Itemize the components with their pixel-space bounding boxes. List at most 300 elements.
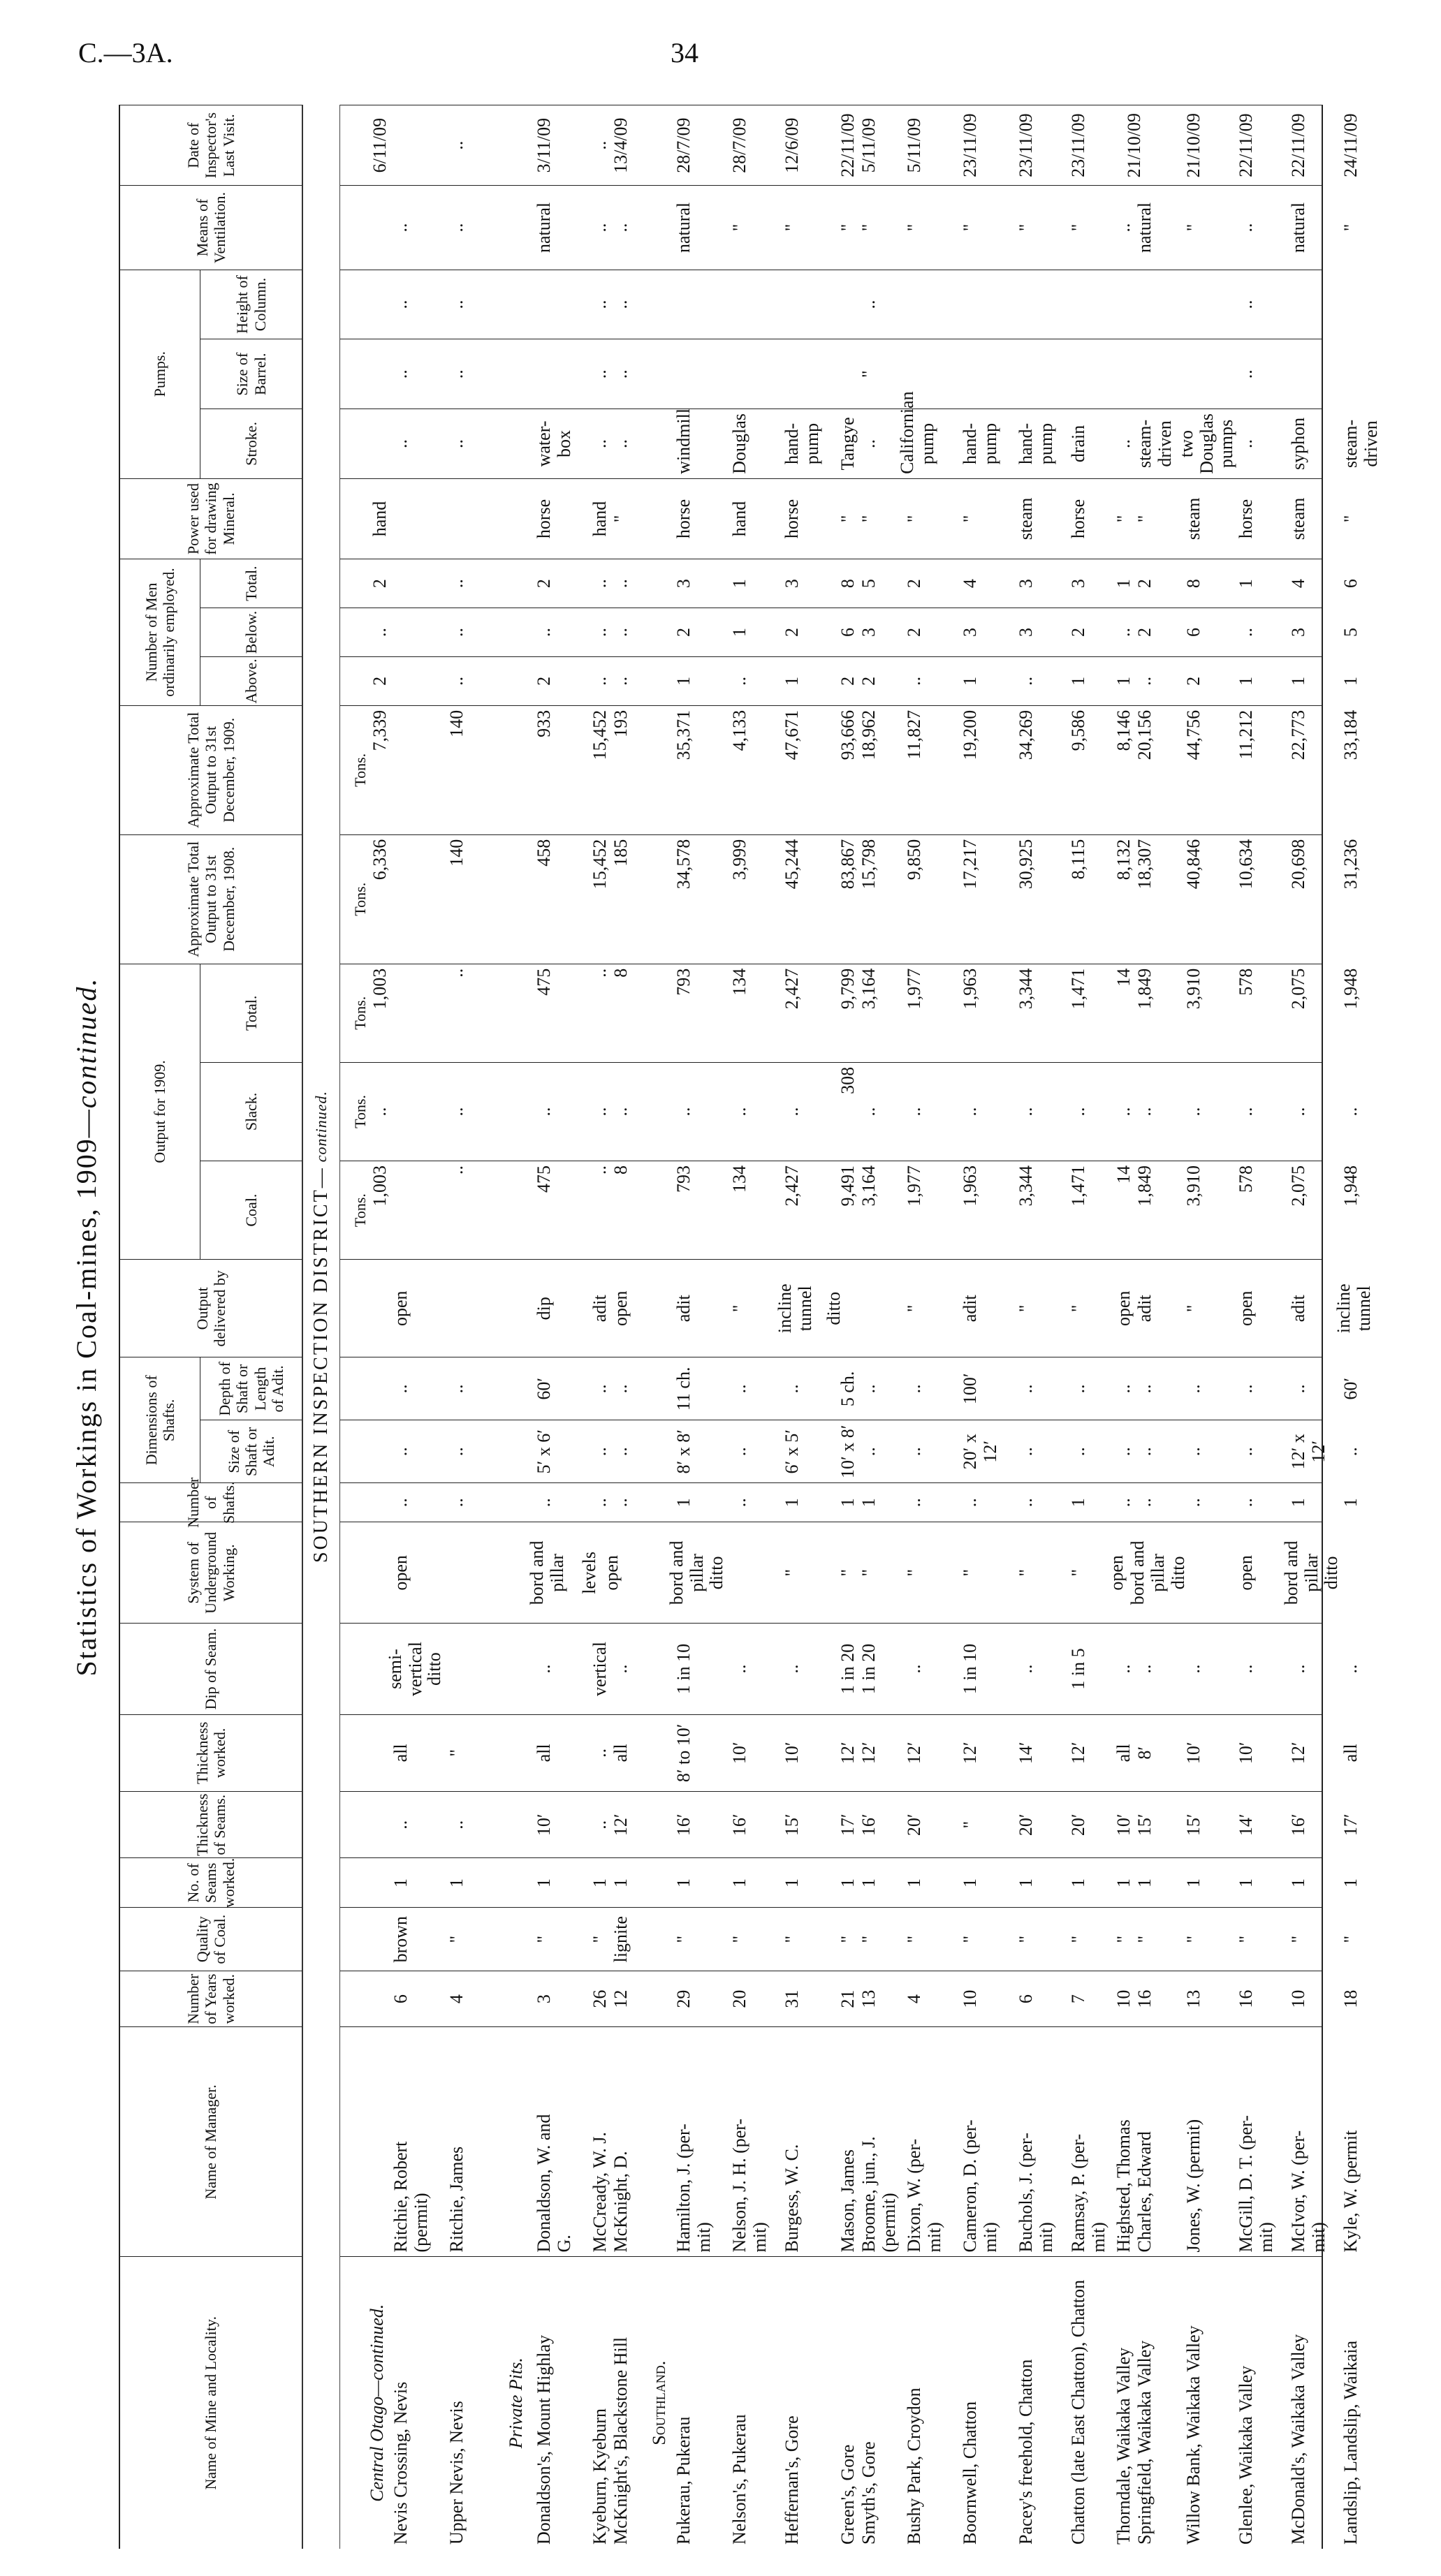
table-cell: 1 in 20 <box>858 1643 879 1695</box>
table-cell: 3,164 <box>858 1165 879 1207</box>
column-no-of-seams-worked <box>120 1857 1361 1908</box>
column-body <box>303 1908 1361 1970</box>
table-cell: lignite <box>610 1915 631 1963</box>
table-cell: 10′ <box>1113 1813 1134 1837</box>
table-cell: 23/11/09 <box>1016 113 1036 177</box>
column-header-label: Approximate Total Output to 31st December, 1908. <box>184 841 237 957</box>
table-cell: 3,344 <box>1016 968 1036 1010</box>
column-body <box>303 706 1361 834</box>
table-cell: " <box>1016 1935 1036 1943</box>
table-cell: hand <box>590 501 610 537</box>
table-cell: .. <box>446 1447 467 1457</box>
table-cell: Charles, Edward <box>1134 2131 1155 2253</box>
table-cell: 1 <box>1236 579 1256 589</box>
table-cell: 1 <box>1288 1498 1308 1508</box>
table-cell: " <box>1134 515 1155 523</box>
table-cell: Pacey's freehold, Chatton <box>1016 2359 1036 2545</box>
table-cell: .. <box>590 1165 610 1175</box>
table-cell: 4 <box>960 579 980 589</box>
table-cell: 14′ <box>1236 1813 1256 1837</box>
table-cell: .. <box>446 1820 467 1830</box>
column-header <box>120 1477 303 1528</box>
column-header <box>120 1260 303 1357</box>
table-cell: 5 <box>858 579 879 589</box>
table-cell: ditto <box>1168 1556 1188 1590</box>
table-cell: Springfield, Waikaka Valley <box>1134 2340 1155 2545</box>
table-cell: " <box>858 1569 879 1577</box>
table-cell: windmill <box>673 408 694 474</box>
table-cell: 1,003 <box>370 1165 390 1207</box>
table-cell: 3 <box>1016 628 1036 637</box>
table-cell: semi- vertical <box>385 1642 425 1697</box>
table-cell: steam <box>1288 497 1308 540</box>
column-header-label: Number of Years worked. <box>184 1973 237 2024</box>
column-header <box>120 270 303 478</box>
table-cell: open <box>390 1290 411 1327</box>
table-cell: .. <box>534 1664 554 1674</box>
table-cell: " <box>1016 223 1036 232</box>
table-cell: hand <box>729 501 749 537</box>
table-cell: " <box>446 1749 467 1757</box>
table-cell: 6 <box>1340 579 1361 589</box>
table-cell: .. <box>390 1498 411 1508</box>
page-number: 34 <box>671 37 698 68</box>
table-cell: Heffernan's, Gore <box>782 2415 802 2545</box>
table-cell: .. <box>1134 1447 1155 1457</box>
table-cell: .. <box>590 676 610 686</box>
subcolumn-body <box>303 1420 1361 1482</box>
column-body <box>303 479 1361 559</box>
table-cell: .. <box>1183 1384 1204 1394</box>
table-cell: hand-pump <box>1016 422 1056 465</box>
table-cell: 13/4/09 <box>610 117 631 173</box>
column-header-label: Output delivered by <box>193 1270 228 1347</box>
table-cell: 6′ x 5′ <box>782 1429 802 1474</box>
table-cell: 1 <box>446 1878 467 1887</box>
table-cell: 10′ <box>782 1742 802 1765</box>
table-cell: natural <box>1134 202 1155 253</box>
table-cell: 4,133 <box>729 709 749 751</box>
table-cell: 2 <box>904 579 924 589</box>
column-header <box>120 559 303 705</box>
table-cell: 35,371 <box>673 709 694 760</box>
table-cell: 1 <box>729 1878 749 1887</box>
table-cell: 8 <box>610 1165 631 1175</box>
table-cell: Tangye <box>837 417 858 471</box>
table-cell: 1 <box>837 1878 858 1887</box>
column-approximate-total-output-to-31st-december-1908 <box>120 834 1361 964</box>
table-cell: .. <box>782 1664 802 1674</box>
table-cell: 10′ <box>729 1742 749 1765</box>
table-cell: .. <box>1134 1384 1155 1394</box>
table-cell: vertical <box>590 1642 610 1697</box>
table-cell: " <box>904 1304 924 1313</box>
table-cell: 1 <box>904 1878 924 1887</box>
table-cell: 14 <box>1113 968 1134 987</box>
table-cell: horse <box>782 499 802 539</box>
table-cell: .. <box>1016 676 1036 686</box>
column-header <box>120 2027 303 2256</box>
table-cell: 1 <box>673 1878 694 1887</box>
table-cell: " <box>858 223 879 232</box>
table-cell: 12′ <box>1068 1742 1088 1765</box>
table-cell: 1,003 <box>370 968 390 1010</box>
table-cell: 6 <box>837 628 858 637</box>
table-cell: horse <box>1236 499 1256 539</box>
table-cell: .. <box>1236 1107 1256 1117</box>
table-cell: 12′ <box>960 1742 980 1765</box>
table-cell: Green's, Gore <box>837 2444 858 2545</box>
table-cell: " <box>729 1935 749 1943</box>
table-cell: .. <box>1016 1107 1036 1117</box>
subcolumn-body <box>303 339 1322 409</box>
table-cell: " <box>858 370 879 378</box>
column-header-label: Number of Men ordinarily employed. <box>120 559 200 705</box>
table-cell: 1 <box>1134 1878 1155 1887</box>
table-cell: 23/11/09 <box>1068 113 1088 177</box>
table-cell: 9,850 <box>904 839 924 881</box>
table-cell: incline tunnel <box>1333 1283 1374 1334</box>
table-cell: .. <box>1134 676 1155 686</box>
column-number-of-years-worked <box>120 1971 1361 2027</box>
table-cell: Cameron, D. (per- mit) <box>960 2119 1000 2253</box>
table-cell: 2 <box>370 676 390 686</box>
table-cell: 2 <box>1134 628 1155 637</box>
table-cell: .. <box>446 1498 467 1508</box>
table-cell: 5/11/09 <box>904 117 924 173</box>
table-cell: .. <box>1134 1498 1155 1508</box>
table-cell: 8′ <box>1134 1746 1155 1760</box>
table-cell: " <box>673 1935 694 1943</box>
table-cell: Buchols, J. (per- mit) <box>1016 2133 1056 2253</box>
column-header-label: Number of Shafts. <box>184 1477 237 1528</box>
table-cell: 1 <box>1113 1878 1134 1887</box>
table-cell: 1,849 <box>1134 1165 1155 1207</box>
column-header <box>120 1908 303 1970</box>
table-cell: 20 <box>729 1989 749 2008</box>
table-cell: adit <box>960 1295 980 1323</box>
table-cell: .. <box>590 223 610 233</box>
table-cell: " <box>960 1820 980 1829</box>
table-cell: 2,075 <box>1288 1165 1308 1207</box>
table-cell: Californian pump <box>897 391 937 474</box>
table-cell: 29 <box>673 1989 694 2008</box>
subcolumn-body <box>303 1161 1361 1259</box>
table-cell: .. <box>858 1447 879 1457</box>
table-cell: 2 <box>534 579 554 589</box>
table-cell: " <box>904 1935 924 1943</box>
column-dip-of-seam <box>120 1623 1361 1714</box>
table-cell: Glenlee, Waikaka Valley <box>1236 2365 1256 2545</box>
column-header <box>120 1858 303 1907</box>
table-cell: .. <box>1113 628 1134 637</box>
table-cell: 26 <box>590 1989 610 2008</box>
table-cell: 1 <box>782 676 802 686</box>
column-body <box>303 1858 1361 1907</box>
table-cell: Pukerau, Pukerau <box>673 2416 694 2545</box>
column-header-label: Power used for drawing Mineral. <box>184 483 237 555</box>
table-cell: Donaldson's, Mount Highlay <box>534 2334 554 2545</box>
table-cell: 2,427 <box>782 1165 802 1207</box>
table-cell: 22,773 <box>1288 709 1308 760</box>
subcolumn-body <box>303 964 1361 1062</box>
table-cell: .. <box>390 1447 411 1457</box>
table-cell: " <box>960 515 980 523</box>
table-cell: water-box <box>534 420 574 467</box>
table-cell: 30,925 <box>1016 839 1036 890</box>
table-cell: 4 <box>904 1994 924 2004</box>
table-cell: 8 <box>610 968 631 978</box>
subcolumn-header-label: Below. <box>242 610 260 654</box>
subcolumn-header-label: Total. <box>242 566 260 601</box>
table-cell: Thorndale, Waikaka Valley <box>1113 2347 1134 2545</box>
table-cell: 1 <box>1016 1878 1036 1887</box>
table-cell: open <box>601 1555 622 1591</box>
table-cell: 15,452 <box>590 839 610 890</box>
subcolumn-header-label: Depth of Shaft or Length of Adit. <box>215 1362 286 1416</box>
table-cell: 1 <box>610 1878 631 1887</box>
table-cell: .. <box>729 1664 749 1674</box>
table-cell: Tons. <box>351 1094 369 1128</box>
column-header-label: Dimensions of Shafts. <box>120 1357 200 1482</box>
table-cell: 20,156 <box>1134 709 1155 760</box>
table-cell: 12′ <box>904 1742 924 1765</box>
table-cell: 1,948 <box>1340 1165 1361 1207</box>
table-cell: 1,963 <box>960 968 980 1010</box>
column-date-of-inspector-s-last-visit <box>120 105 1361 185</box>
table-cell: McDonald's, Waikaka Valley <box>1288 2334 1308 2545</box>
table-cell: 60′ <box>534 1377 554 1400</box>
table-cell: 475 <box>534 968 554 996</box>
table-cell: " <box>590 1935 610 1943</box>
table-cell: open <box>1236 1290 1256 1327</box>
table-cell: .. <box>370 628 390 637</box>
subcolumn-header-label: Slack. <box>242 1092 260 1131</box>
table-cell: 11,212 <box>1236 709 1256 760</box>
table-cell: " <box>1134 1935 1155 1943</box>
table-cell: 1 <box>1288 676 1308 686</box>
table-cell: 13 <box>1183 1989 1204 2008</box>
column-body <box>303 1715 1361 1791</box>
table-cell: 6/11/09 <box>370 117 390 173</box>
table-cell: 1 <box>1340 1498 1361 1508</box>
table-cell: " <box>904 515 924 523</box>
column-name-of-mine-and-locality <box>120 2256 1361 2549</box>
column-thickness-worked <box>120 1714 1361 1791</box>
table-cell: .. <box>904 1384 924 1394</box>
table-cell: McKnight's, Blackstone Hill <box>610 2336 631 2545</box>
table-cell: .. <box>1236 1384 1256 1394</box>
table-cell: 1,963 <box>960 1165 980 1207</box>
table-cell: .. <box>1288 1107 1308 1117</box>
table-cell: 2 <box>904 628 924 637</box>
table-cell: 20′ <box>1016 1813 1036 1837</box>
table-cell: 185 <box>610 839 631 867</box>
table-cell: .. <box>534 1498 554 1508</box>
table-cell: 1 in 5 <box>1068 1648 1088 1690</box>
coal-mines-table <box>119 105 1381 2549</box>
table-cell: 2,427 <box>782 968 802 1010</box>
table-cell: 22/11/09 <box>1236 113 1256 177</box>
table-cell: 60′ <box>1340 1377 1361 1400</box>
table-cell: 31,236 <box>1340 839 1361 890</box>
table-cell: 34,578 <box>673 839 694 890</box>
district-band-text: SOUTHERN INSPECTION DISTRICT— <box>310 1166 332 1563</box>
table-cell: 1 <box>960 676 980 686</box>
table-cell: 1 <box>837 1498 858 1508</box>
table-cell: " <box>960 1935 980 1943</box>
table-cell: 10′ <box>1183 1742 1204 1765</box>
column-output-for-1909 <box>120 964 1361 1259</box>
table-cell: 2 <box>534 676 554 686</box>
column-header-label: Date of Inspector's Last Visit. <box>184 112 237 179</box>
table-cell: Nelson, J. H. (per- mit) <box>729 2118 770 2253</box>
column-header-label: Output for 1909. <box>120 964 200 1259</box>
table-cell: 13 <box>858 1989 879 2008</box>
table-cell: 3,164 <box>858 968 879 1010</box>
table-cell: 15,798 <box>858 839 879 890</box>
table-cell: " <box>858 515 879 523</box>
table-cell: 16′ <box>673 1813 694 1837</box>
table-cell: .. <box>729 676 749 686</box>
column-header-label: Approximate Total Output to 31st December, 1909. <box>184 712 237 828</box>
column-means-of-ventilation <box>120 185 1361 269</box>
table-cell: " <box>1340 1935 1361 1943</box>
table-cell: 17,217 <box>960 839 980 890</box>
table-cell: 20′ <box>1068 1813 1088 1837</box>
table-cell: Willow Bank, Waikaka Valley <box>1183 2325 1204 2545</box>
table-cell: Douglas <box>729 413 749 474</box>
table-cell: natural <box>534 202 554 253</box>
table-cell: " <box>446 1935 467 1943</box>
table-cell: 10 <box>960 1989 980 2008</box>
subcolumn-header-label: Coal. <box>242 1193 260 1227</box>
table-cell: 20′ x 12′ <box>960 1434 1000 1470</box>
table-cell: .. <box>610 1447 631 1457</box>
table-cell: 1,471 <box>1068 1165 1088 1207</box>
table-cell: open <box>610 1290 631 1327</box>
table-cell: .. <box>446 369 467 379</box>
table-cell: 21 <box>837 1989 858 2008</box>
table-cell: 2 <box>837 676 858 686</box>
column-body <box>303 105 1361 185</box>
table-cell: .. <box>534 628 554 637</box>
table-cell: 45,244 <box>782 839 802 890</box>
table-cell: 1 <box>1340 676 1361 686</box>
column-power-used-for-drawing-mineral <box>120 478 1361 559</box>
table-cell: Tons. <box>351 882 369 916</box>
table-cell: Ramsay, P. (per- mit) <box>1068 2133 1109 2253</box>
table-cell: .. <box>590 300 610 309</box>
table-cell: 8,115 <box>1068 839 1088 880</box>
table-cell: .. <box>1288 1664 1308 1674</box>
table-cell: Hamilton, J. (per- mit) <box>673 2124 714 2253</box>
column-body <box>303 1357 1361 1482</box>
page-identifier: C.—3A. <box>78 37 173 68</box>
table-cell: ditto <box>706 1556 726 1590</box>
table-cell: 1 <box>1340 1878 1361 1887</box>
table-cell: .. <box>390 223 411 233</box>
subcolumn-body <box>303 656 1361 705</box>
table-cell: Tons. <box>351 996 369 1030</box>
table-cell: 12′ <box>837 1742 858 1765</box>
table-title <box>70 105 103 2549</box>
table-cell: .. <box>610 439 631 448</box>
table-cell: .. <box>960 1107 980 1117</box>
column-header-label: Name of Manager. <box>202 2084 220 2200</box>
table-cell: .. <box>590 1107 610 1117</box>
table-cell: steam-driven <box>1340 419 1381 469</box>
table-cell: Jones, W. (permit) <box>1183 2119 1204 2253</box>
table-cell: .. <box>446 1165 467 1175</box>
column-header <box>120 1792 303 1857</box>
table-cell: .. <box>446 1107 467 1117</box>
table-cell: 12′ <box>858 1742 879 1765</box>
column-body <box>303 1792 1361 1857</box>
table-cell: .. <box>446 628 467 637</box>
table-cell: .. <box>1236 439 1256 448</box>
table-cell: " <box>904 1569 924 1577</box>
table-cell: Tons. <box>351 753 369 787</box>
table-cell: natural <box>673 202 694 253</box>
table-cell: Ritchie, Robert (permit) <box>390 2141 431 2253</box>
table-cell: .. <box>1134 1107 1155 1117</box>
table-cell: .. <box>590 439 610 448</box>
table-cell: bord and pillar <box>1127 1540 1168 1605</box>
table-cell: .. <box>390 1820 411 1830</box>
table-cell: 3/11/09 <box>534 117 554 173</box>
column-header-label: Dip of Seam. <box>202 1628 220 1710</box>
subcolumn-body <box>303 608 1361 656</box>
column-quality-of-coal <box>120 1907 1361 1970</box>
table-cell: 1 <box>673 1498 694 1508</box>
table-cell: 578 <box>1236 1165 1256 1193</box>
column-header <box>120 2257 303 2549</box>
table-cell: .. <box>1236 1664 1256 1674</box>
table-cell: .. <box>1113 1447 1134 1457</box>
table-cell: 12′ <box>1288 1742 1308 1765</box>
column-body <box>303 1483 1361 1522</box>
column-header <box>120 1522 303 1623</box>
table-cell: .. <box>782 1107 802 1117</box>
table-cell: drain <box>1068 425 1088 463</box>
table-cell: 22/11/09 <box>1288 113 1308 177</box>
table-cell: 1 in 10 <box>960 1643 980 1695</box>
table-cell: 3 <box>858 628 879 637</box>
table-cell: 8 <box>837 579 858 589</box>
table-cell: " <box>858 1935 879 1943</box>
table-cell: 3,910 <box>1183 968 1204 1010</box>
column-header-label: Pumps. <box>120 270 200 478</box>
column-header <box>120 835 303 964</box>
table-cell: .. <box>1183 1498 1204 1508</box>
table-cell: 1 <box>1236 1878 1256 1887</box>
table-cell: .. <box>610 1107 631 1117</box>
table-cell: .. <box>1068 1447 1088 1457</box>
table-cell: .. <box>1183 1664 1204 1674</box>
table-title-text: Statistics of Workings in Coal-mines, 1909— <box>71 1108 102 1677</box>
table-cell: .. <box>1113 223 1134 233</box>
column-header <box>120 1971 303 2027</box>
table-cell: .. <box>1236 223 1256 233</box>
table-cell: 20′ <box>904 1813 924 1837</box>
column-header-label: Thickness worked. <box>193 1721 228 1784</box>
table-cell: .. <box>610 1384 631 1394</box>
table-cell: .. <box>904 1107 924 1117</box>
table-cell: .. <box>1113 1107 1134 1117</box>
table-cell: 15,452 <box>590 709 610 760</box>
table-cell: .. <box>590 628 610 637</box>
